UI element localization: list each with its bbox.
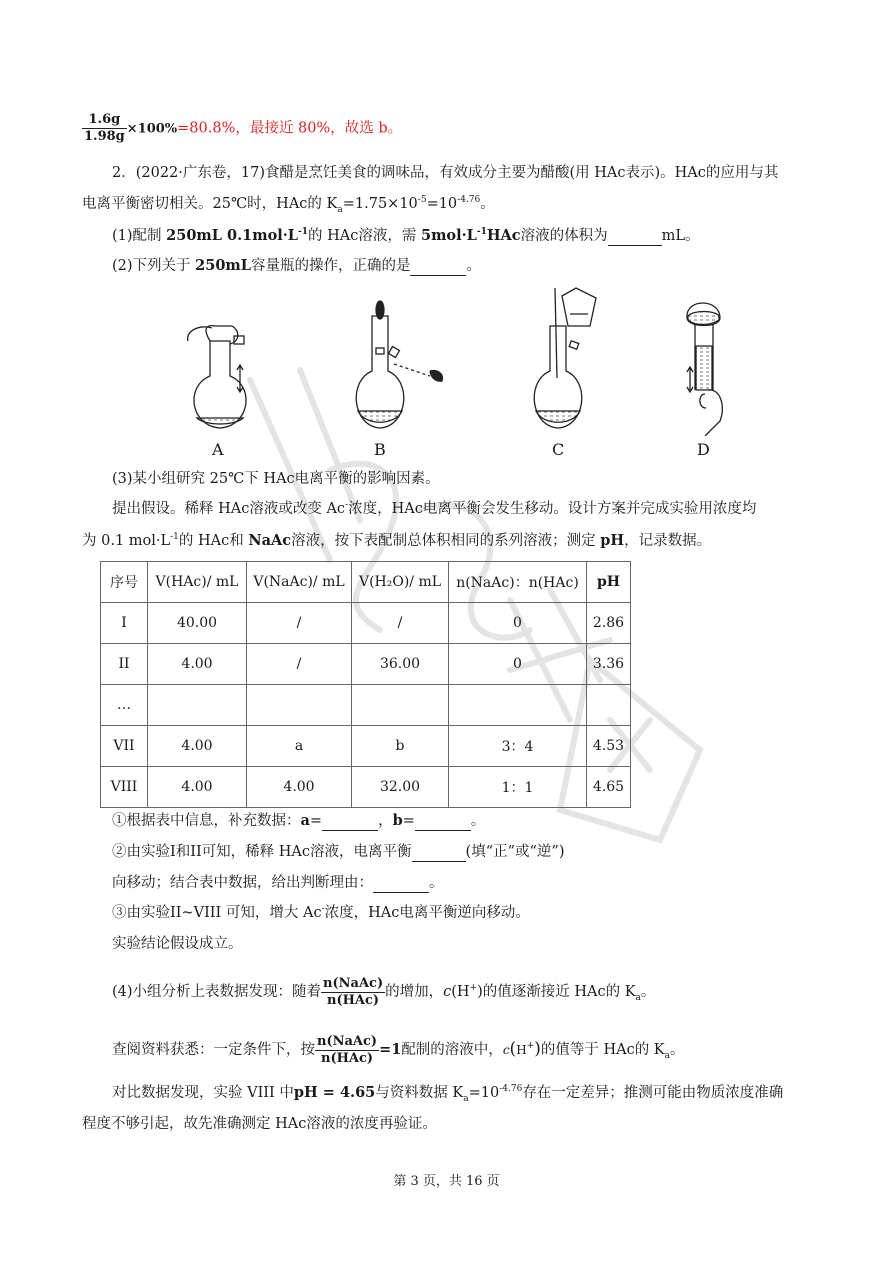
- text: ，记录数据。: [624, 533, 712, 549]
- answer-blank[interactable]: [608, 229, 662, 246]
- table-cell: …: [101, 685, 148, 726]
- exponent: -4.76: [457, 195, 481, 206]
- text: =: [309, 813, 323, 829]
- exponent: -1: [298, 227, 309, 238]
- intro-text: =10: [426, 196, 458, 212]
- answer-blank-b[interactable]: [415, 814, 471, 831]
- text: 查阅资料获悉：一定条件下，按: [112, 1042, 315, 1058]
- bold-text: HAc: [486, 227, 521, 244]
- text: (2)下列关于: [112, 258, 196, 274]
- text: (4)小组分析上表数据发现：随着: [112, 984, 322, 1000]
- question-2-line: [112, 842, 565, 862]
- table-cell: 4.00: [247, 767, 352, 808]
- text: 浓度，HAc电离平衡会发生移动。设计方案并完成实验用浓度均: [348, 501, 757, 517]
- intro-text: 电离平衡密切相关。25℃时，HAc的 K: [82, 196, 338, 212]
- text: 对比数据发现，实验 VIII 中: [112, 1085, 294, 1101]
- flask-a: [188, 326, 246, 428]
- flask-d: [687, 303, 722, 436]
- text: 为 0.1 mol·L: [82, 533, 171, 549]
- text: 的值等于 HAc的 K: [540, 1042, 665, 1058]
- table-cell: [587, 685, 631, 726]
- bold-text: pH = 4.65: [293, 1084, 376, 1101]
- ratio-fraction: [315, 1034, 379, 1067]
- fraction-denominator: n(HAc): [321, 1050, 374, 1066]
- text: )的值逐渐接近 HAc的 K: [477, 984, 636, 1000]
- text: ③由实验II~VIII 可知，增大 Ac: [112, 905, 322, 921]
- question-intro-line1: 2．(2022·广东卷，17)食醋是烹饪美食的调味品，有效成分主要为醋酸(用 HAc表示)。HAc的应用与其: [112, 165, 779, 181]
- table-cell: /: [247, 644, 352, 685]
- question-1-line: [112, 811, 485, 831]
- text: =10: [468, 1085, 500, 1101]
- text: 。: [429, 875, 444, 891]
- equals-one: =1: [379, 1041, 402, 1058]
- table-cell: 4.53: [587, 726, 631, 767]
- answer-blank[interactable]: [410, 259, 466, 276]
- table-header-cell: pH: [587, 562, 631, 603]
- exponent: -: [321, 904, 325, 915]
- ka-subscript: a: [664, 1050, 671, 1061]
- text: 容量瓶的操作，正确的是: [250, 258, 411, 274]
- ratio-fraction: [321, 976, 385, 1009]
- text: H: [516, 1043, 527, 1057]
- table-row: [101, 767, 631, 808]
- ka-subscript: a: [337, 204, 343, 215]
- bold-text: 250mL 0.1mol·L: [166, 227, 299, 244]
- question-intro-line2: [82, 194, 495, 214]
- intro-text: 。: [480, 196, 495, 212]
- volumetric-flask-figure: [160, 286, 740, 436]
- answer-blank-a[interactable]: [322, 814, 378, 831]
- table-cell: /: [352, 603, 449, 644]
- answer-result: =80.8%，最接近 80%，故选 b。: [177, 120, 403, 137]
- hypothesis-line2: [82, 531, 711, 551]
- page-footer: 第 3 页，共 16 页: [393, 1174, 500, 1189]
- text: 。: [640, 984, 656, 1000]
- text: 溶液，按下表配制总体积相同的系列溶液；测定: [291, 533, 601, 549]
- table-cell: 0: [449, 644, 587, 685]
- ka-subscript: a: [635, 992, 641, 1003]
- answer-blank[interactable]: [412, 845, 466, 862]
- table-cell: 4.00: [148, 644, 247, 685]
- table-cell: I: [101, 603, 148, 644]
- fraction-numerator: n(NaAc): [323, 975, 384, 991]
- table-cell: a: [247, 726, 352, 767]
- c-italic: c: [502, 1043, 510, 1057]
- text: 浓度，HAc电离平衡逆向移动。: [324, 905, 530, 921]
- part1-line: [112, 226, 700, 246]
- text: ，: [378, 813, 393, 829]
- table-cell: /: [247, 603, 352, 644]
- table-cell: [352, 685, 449, 726]
- comparison-line1: [112, 1083, 783, 1103]
- text: 配制的溶液中，: [401, 1042, 503, 1058]
- table-header-cell: V(H₂O)/ mL: [352, 562, 449, 603]
- table-cell: 2.86: [587, 603, 631, 644]
- text: =: [402, 813, 415, 829]
- fraction: [82, 112, 127, 145]
- text: mL。: [661, 228, 700, 244]
- flask-label-a: A: [212, 440, 224, 459]
- bold-text: NaAc: [248, 532, 292, 549]
- table-cell: [247, 685, 352, 726]
- text: 。: [470, 813, 486, 829]
- text: 存在一定差异；推测可能由物质浓度准确: [522, 1085, 784, 1101]
- experiment-table: [100, 561, 631, 808]
- var-a: a: [300, 812, 310, 829]
- table-row: [101, 726, 631, 767]
- exponent: -1: [170, 532, 179, 543]
- table-cell: [148, 685, 247, 726]
- table-cell: b: [352, 726, 449, 767]
- table-row: [101, 603, 631, 644]
- text: ①根据表中信息，补充数据：: [112, 813, 301, 829]
- part4-line: [112, 970, 655, 1014]
- text: 溶液的体积为: [520, 228, 608, 244]
- text: 。: [466, 258, 481, 274]
- exponent: -: [345, 500, 349, 511]
- answer-line: [82, 112, 402, 145]
- part2-line: [112, 256, 481, 276]
- intro-text: =1.75×10: [342, 196, 418, 212]
- fraction-numerator: n(NaAc): [317, 1033, 378, 1049]
- exponent: +: [469, 983, 478, 994]
- text: ②由实验I和II可知，稀释 HAc溶液，电离平衡: [112, 844, 412, 860]
- table-row: [101, 685, 631, 726]
- text: 提出假设。稀释 HAc溶液或改变 Ac: [112, 501, 346, 517]
- fraction-denominator: 1.98g: [84, 129, 125, 144]
- table-cell: 3：4: [449, 726, 587, 767]
- bold-text: 250mL: [195, 257, 251, 274]
- part3-line: (3)某小组研究 25℃下 HAc电离平衡的影响因素。: [112, 471, 440, 487]
- question-3-line: [112, 903, 530, 923]
- text: 向移动；结合表中数据，给出判断理由：: [112, 875, 373, 891]
- ka-subscript: a: [463, 1093, 469, 1104]
- table-cell: 36.00: [352, 644, 449, 685]
- var-b: b: [392, 812, 403, 829]
- flask-label-c: C: [552, 440, 565, 459]
- table-cell: 4.00: [148, 767, 247, 808]
- text: (H: [451, 984, 470, 1000]
- text: 。: [670, 1042, 685, 1058]
- answer-blank[interactable]: [373, 876, 429, 893]
- table-cell: 32.00: [352, 767, 449, 808]
- table-cell: 0: [449, 603, 587, 644]
- table-cell: 3.36: [587, 644, 631, 685]
- conclusion-line: 实验结论假设成立。: [112, 936, 243, 952]
- flask-c: [534, 288, 596, 428]
- c-italic: c: [443, 984, 452, 1000]
- exponent: +: [526, 1041, 535, 1052]
- table-cell: VII: [101, 726, 148, 767]
- bold-text: 5mol·L: [420, 227, 477, 244]
- table-cell: VIII: [101, 767, 148, 808]
- table-cell: 1：1: [449, 767, 587, 808]
- fraction-denominator: n(HAc): [327, 992, 380, 1008]
- text: 与资料数据 K: [375, 1085, 464, 1101]
- text: 的 HAc溶液，需: [308, 228, 421, 244]
- flask-label-d: D: [697, 440, 710, 459]
- table-cell: 4.65: [587, 767, 631, 808]
- text: 的 HAc和: [178, 533, 249, 549]
- times-percent: ×100%: [126, 121, 178, 137]
- table-cell: 40.00: [148, 603, 247, 644]
- hypothesis-line1: [112, 499, 756, 519]
- exponent: -4.76: [499, 1084, 523, 1095]
- bold-text: pH: [600, 532, 625, 549]
- flask-b: [356, 301, 442, 428]
- exponent: -5: [417, 195, 427, 206]
- reference-line: 查阅资料获悉：一定条件下，按 $\frac{\text{n(NaAc)}}{\text{n(HAc)}}$ =1配制的溶液中，c(H+)的值等于 HAc的 $K_a$。: [112, 1033, 685, 1066]
- question-2-line2: [112, 873, 444, 893]
- comparison-line2: 程度不够引起，故先准确测定 HAc溶液的浓度再验证。: [82, 1116, 437, 1132]
- table-cell: II: [101, 644, 148, 685]
- table-header-cell: n(NaAc)：n(HAc): [449, 562, 587, 603]
- table-cell: 4.00: [148, 726, 247, 767]
- fraction-numerator: 1.6g: [82, 112, 127, 129]
- text: 的增加，: [385, 984, 444, 1000]
- exponent: -1: [476, 227, 487, 238]
- text: (填“正”或“逆”): [465, 844, 565, 860]
- table-header-cell: V(NaAc)/ mL: [247, 562, 352, 603]
- table-header-cell: 序号: [101, 562, 148, 603]
- flask-label-b: B: [374, 440, 386, 459]
- table-header-row: [101, 562, 631, 603]
- text: (1)配制: [112, 228, 167, 244]
- table-header-cell: V(HAc)/ mL: [148, 562, 247, 603]
- table-row: [101, 644, 631, 685]
- table-cell: [449, 685, 587, 726]
